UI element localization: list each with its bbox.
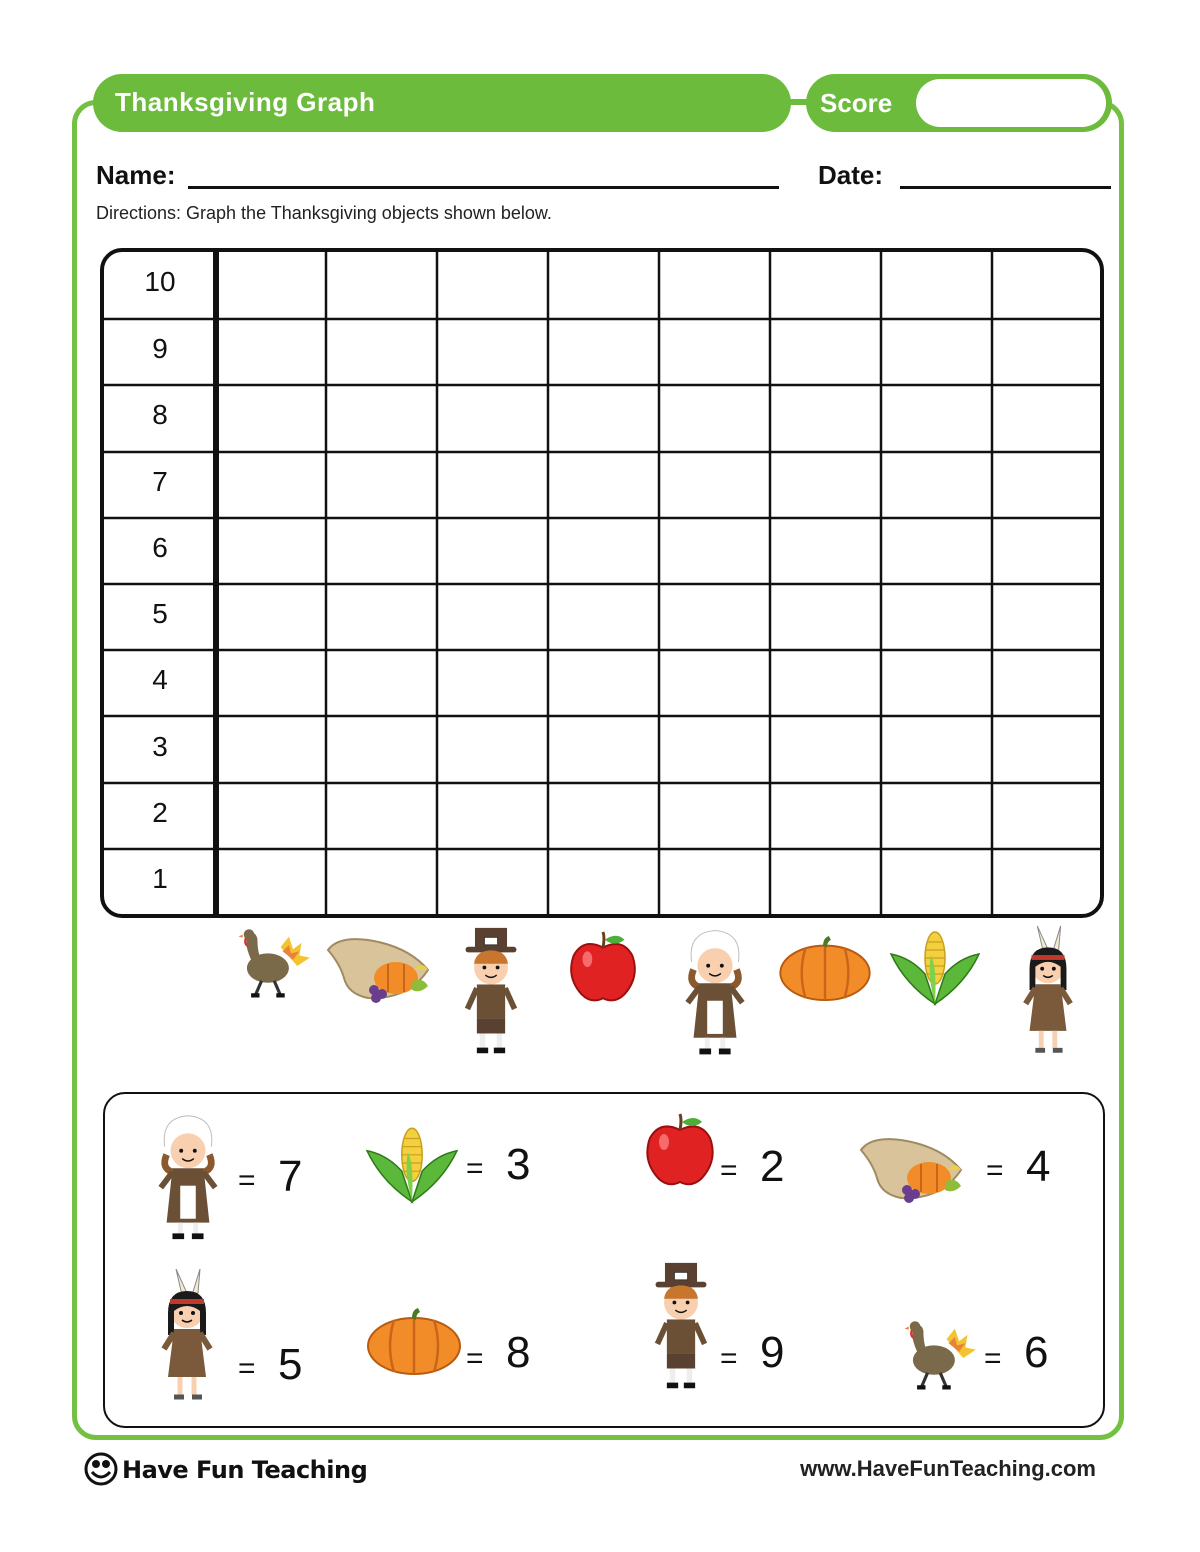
- footer-url-link[interactable]: www.HaveFunTeaching.com: [800, 1456, 1096, 1481]
- grid-lines: [104, 252, 1100, 914]
- key-value-pilgrim-girl: 7: [278, 1152, 303, 1201]
- score-banner: [806, 74, 1112, 132]
- key-equals: =: [238, 1164, 256, 1197]
- footer-logo-text: Have Fun Teaching: [122, 1456, 368, 1484]
- column-apple-icon: [564, 928, 642, 1006]
- column-pilgrim-girl-icon: [676, 922, 754, 1060]
- key-corn-icon: [366, 1122, 458, 1204]
- name-field[interactable]: [188, 186, 779, 189]
- score-label: Score: [820, 88, 893, 118]
- key-turkey-icon: [894, 1316, 978, 1400]
- row-label-10: 10: [144, 266, 176, 297]
- key-equals: =: [720, 1154, 738, 1187]
- key-value-cornucopia: 4: [1026, 1142, 1051, 1191]
- graph-grid: [100, 248, 1104, 918]
- key-pilgrim-girl-icon: [148, 1108, 228, 1244]
- key-value-native-girl: 5: [278, 1340, 303, 1389]
- column-native-girl-icon: [1014, 922, 1082, 1062]
- key-equals: =: [986, 1154, 1004, 1187]
- row-label-6: 6: [152, 532, 168, 563]
- row-label-7: 7: [152, 466, 168, 497]
- key-equals: =: [466, 1152, 484, 1185]
- key-native-girl-icon: [152, 1266, 222, 1408]
- page-title: Thanksgiving Graph: [115, 87, 376, 117]
- row-label-3: 3: [152, 731, 168, 762]
- score-field[interactable]: [916, 79, 1106, 127]
- column-pumpkin-icon: [776, 934, 874, 1002]
- key-cornucopia-icon: [858, 1130, 970, 1210]
- row-label-8: 8: [152, 399, 168, 430]
- column-corn-icon: [890, 926, 980, 1006]
- row-label-4: 4: [152, 664, 168, 695]
- column-turkey-icon: [228, 924, 312, 1008]
- key-equals: =: [238, 1352, 256, 1385]
- key-equals: =: [466, 1342, 484, 1375]
- key-pilgrim-boy-icon: [648, 1258, 714, 1396]
- key-equals: =: [720, 1342, 738, 1375]
- directions-text: Directions: Graph the Thanksgiving objects shown below.: [96, 203, 552, 223]
- key-value-turkey: 6: [1024, 1328, 1049, 1377]
- title-banner: [93, 74, 791, 132]
- key-equals: =: [984, 1342, 1002, 1375]
- key-pumpkin-icon: [364, 1306, 464, 1376]
- row-label-2: 2: [152, 797, 168, 828]
- row-label-9: 9: [152, 333, 168, 364]
- key-value-corn: 3: [506, 1140, 531, 1189]
- key-value-pilgrim-boy: 9: [760, 1328, 785, 1377]
- date-label: Date:: [818, 160, 884, 190]
- column-pilgrim-boy-icon: [458, 922, 524, 1062]
- row-label-5: 5: [152, 598, 168, 629]
- key-value-apple: 2: [760, 1142, 785, 1191]
- have-fun-teaching-logo-icon: [84, 1452, 118, 1486]
- date-field[interactable]: [900, 186, 1111, 189]
- row-label-1: 1: [152, 863, 168, 894]
- key-value-pumpkin: 8: [506, 1328, 531, 1377]
- key-apple-icon: [640, 1110, 720, 1190]
- name-label: Name:: [96, 160, 176, 190]
- column-cornucopia-icon: [326, 930, 436, 1010]
